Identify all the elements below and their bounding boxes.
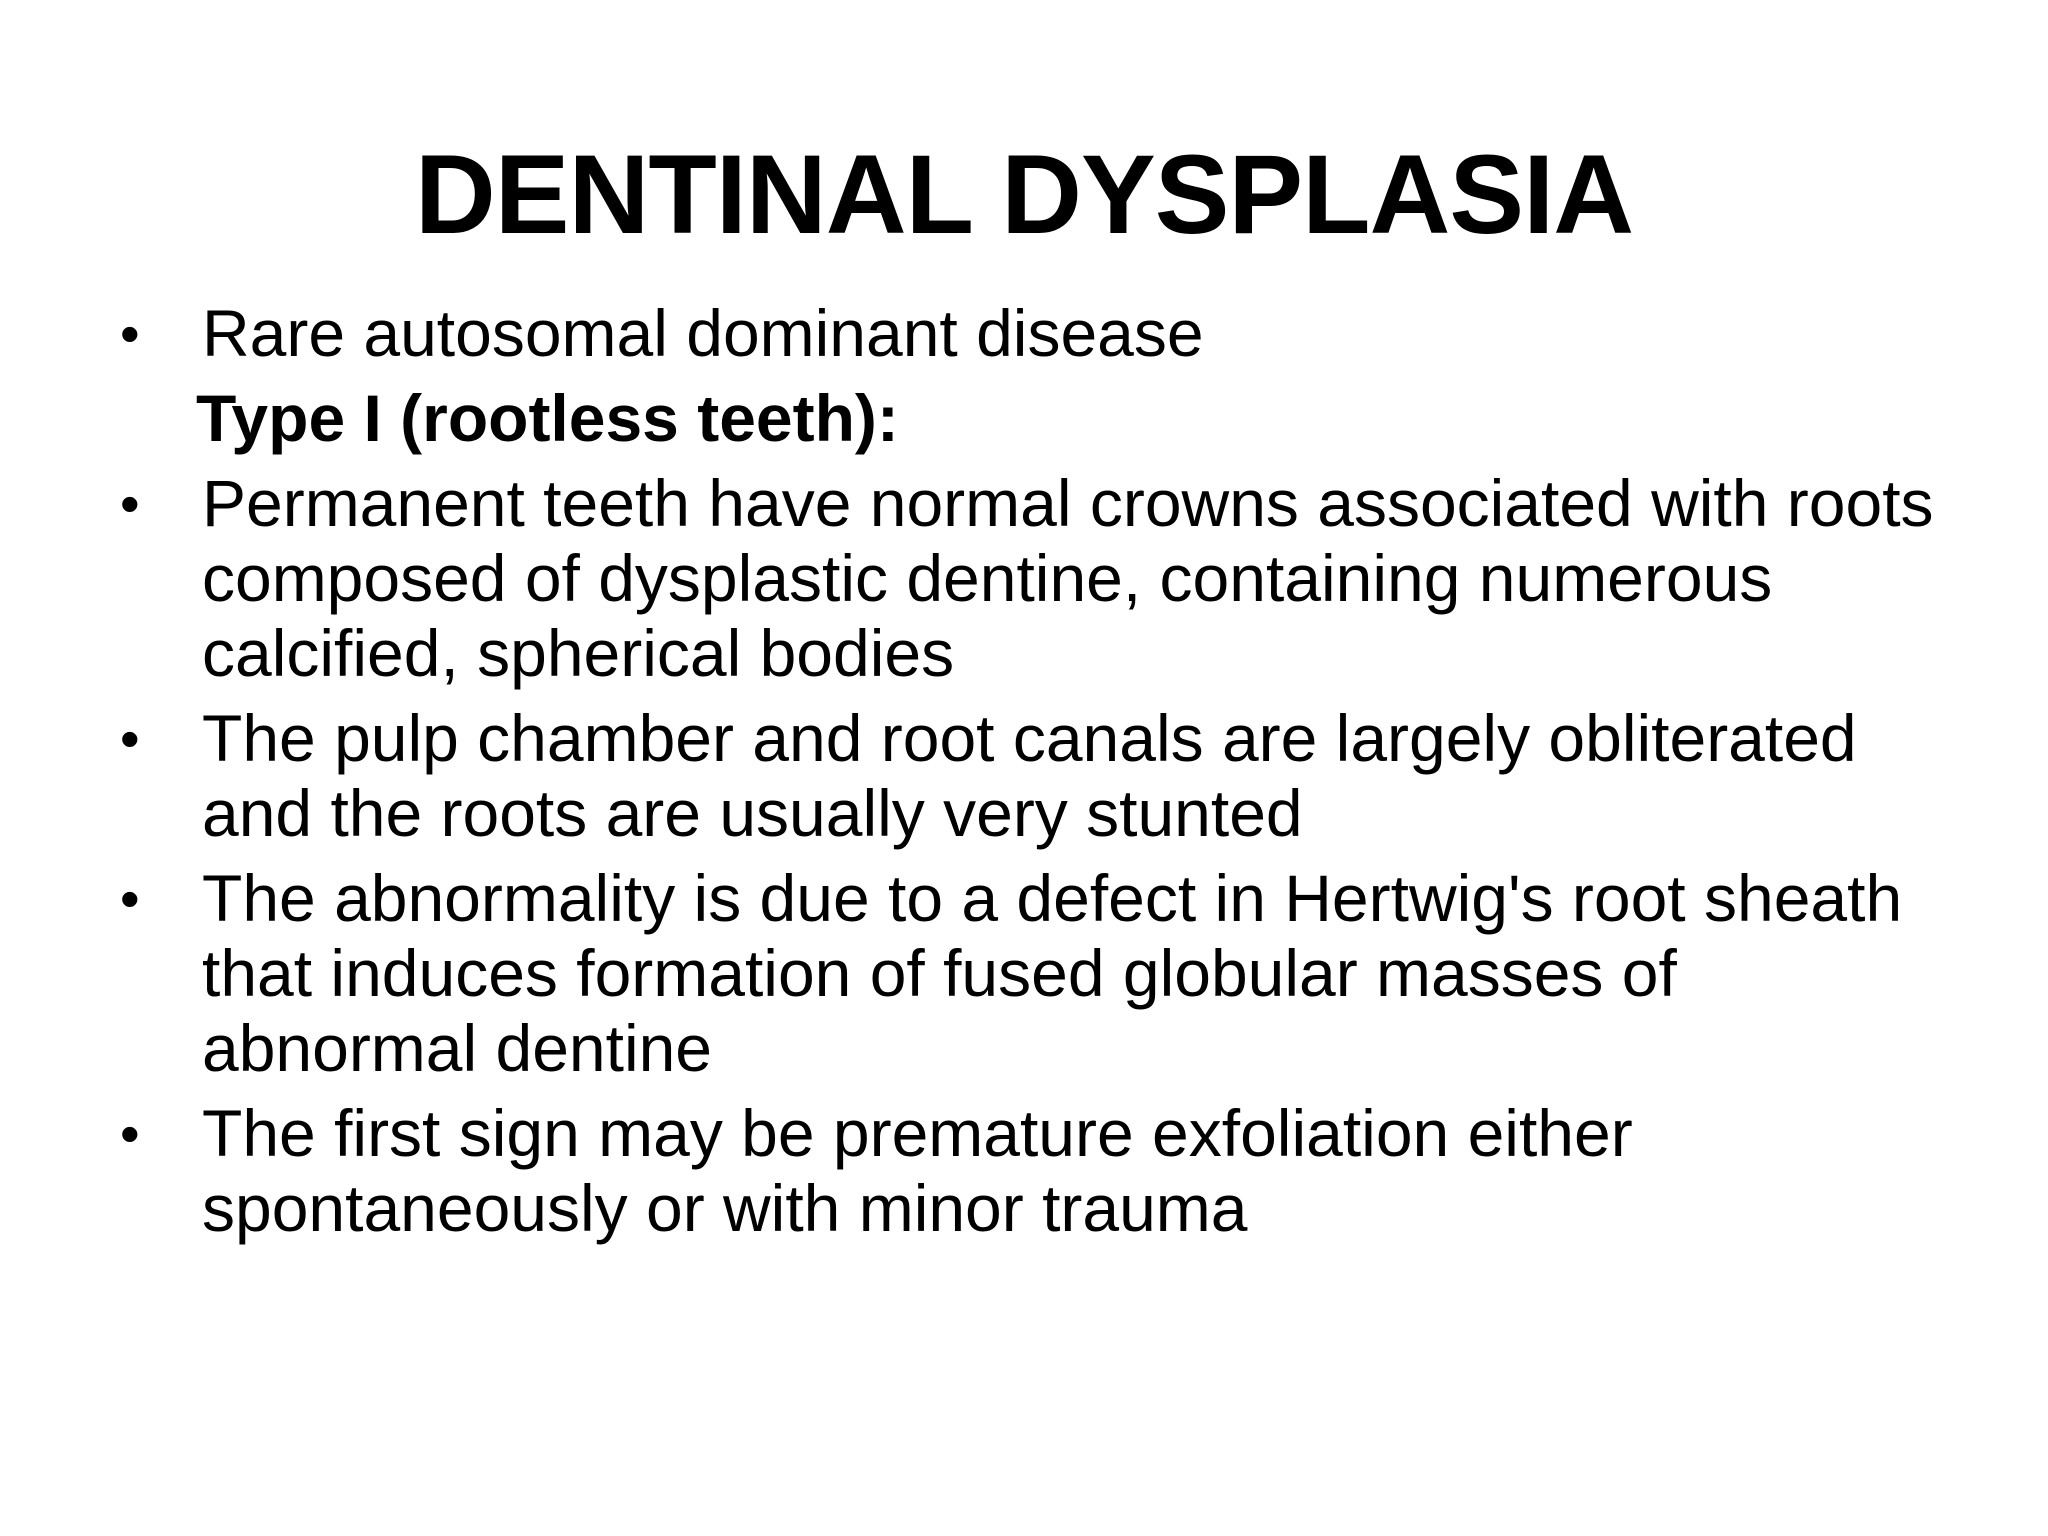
slide-body xyxy=(120,296,1950,1246)
bullet-text: Permanent teeth have normal crowns associated with roots composed of dysplastic dentine, containing numerous calcified, spherical bodies xyxy=(202,466,1934,690)
bullet-icon: • xyxy=(120,302,140,365)
bullet-icon: • xyxy=(120,472,140,535)
bullet-text: The first sign may be premature exfoliation either spontaneously or with minor trauma xyxy=(202,1096,1633,1245)
bullet-item xyxy=(120,466,1950,691)
bullet-text: The pulp chamber and root canals are largely obliterated and the roots are usually very stunted xyxy=(202,701,1857,850)
bullet-text: The abnormality is due to a defect in Hertwig's root sheath that induces formation of fused globular masses of abnormal dentine xyxy=(202,861,1903,1085)
slide-title: DENTINAL DYSPLASIA xyxy=(414,132,1634,257)
bullet-item xyxy=(120,296,1950,371)
bullet-item xyxy=(120,861,1950,1086)
bullet-icon: • xyxy=(120,1102,140,1165)
bullet-item xyxy=(120,701,1950,851)
subheading-type-i: Type I (rootless teeth): xyxy=(196,381,899,455)
bullet-icon: • xyxy=(120,707,140,770)
bullet-text: Rare autosomal dominant disease xyxy=(202,296,1204,370)
bullet-icon: • xyxy=(120,867,140,930)
bullet-item xyxy=(120,1096,1950,1246)
